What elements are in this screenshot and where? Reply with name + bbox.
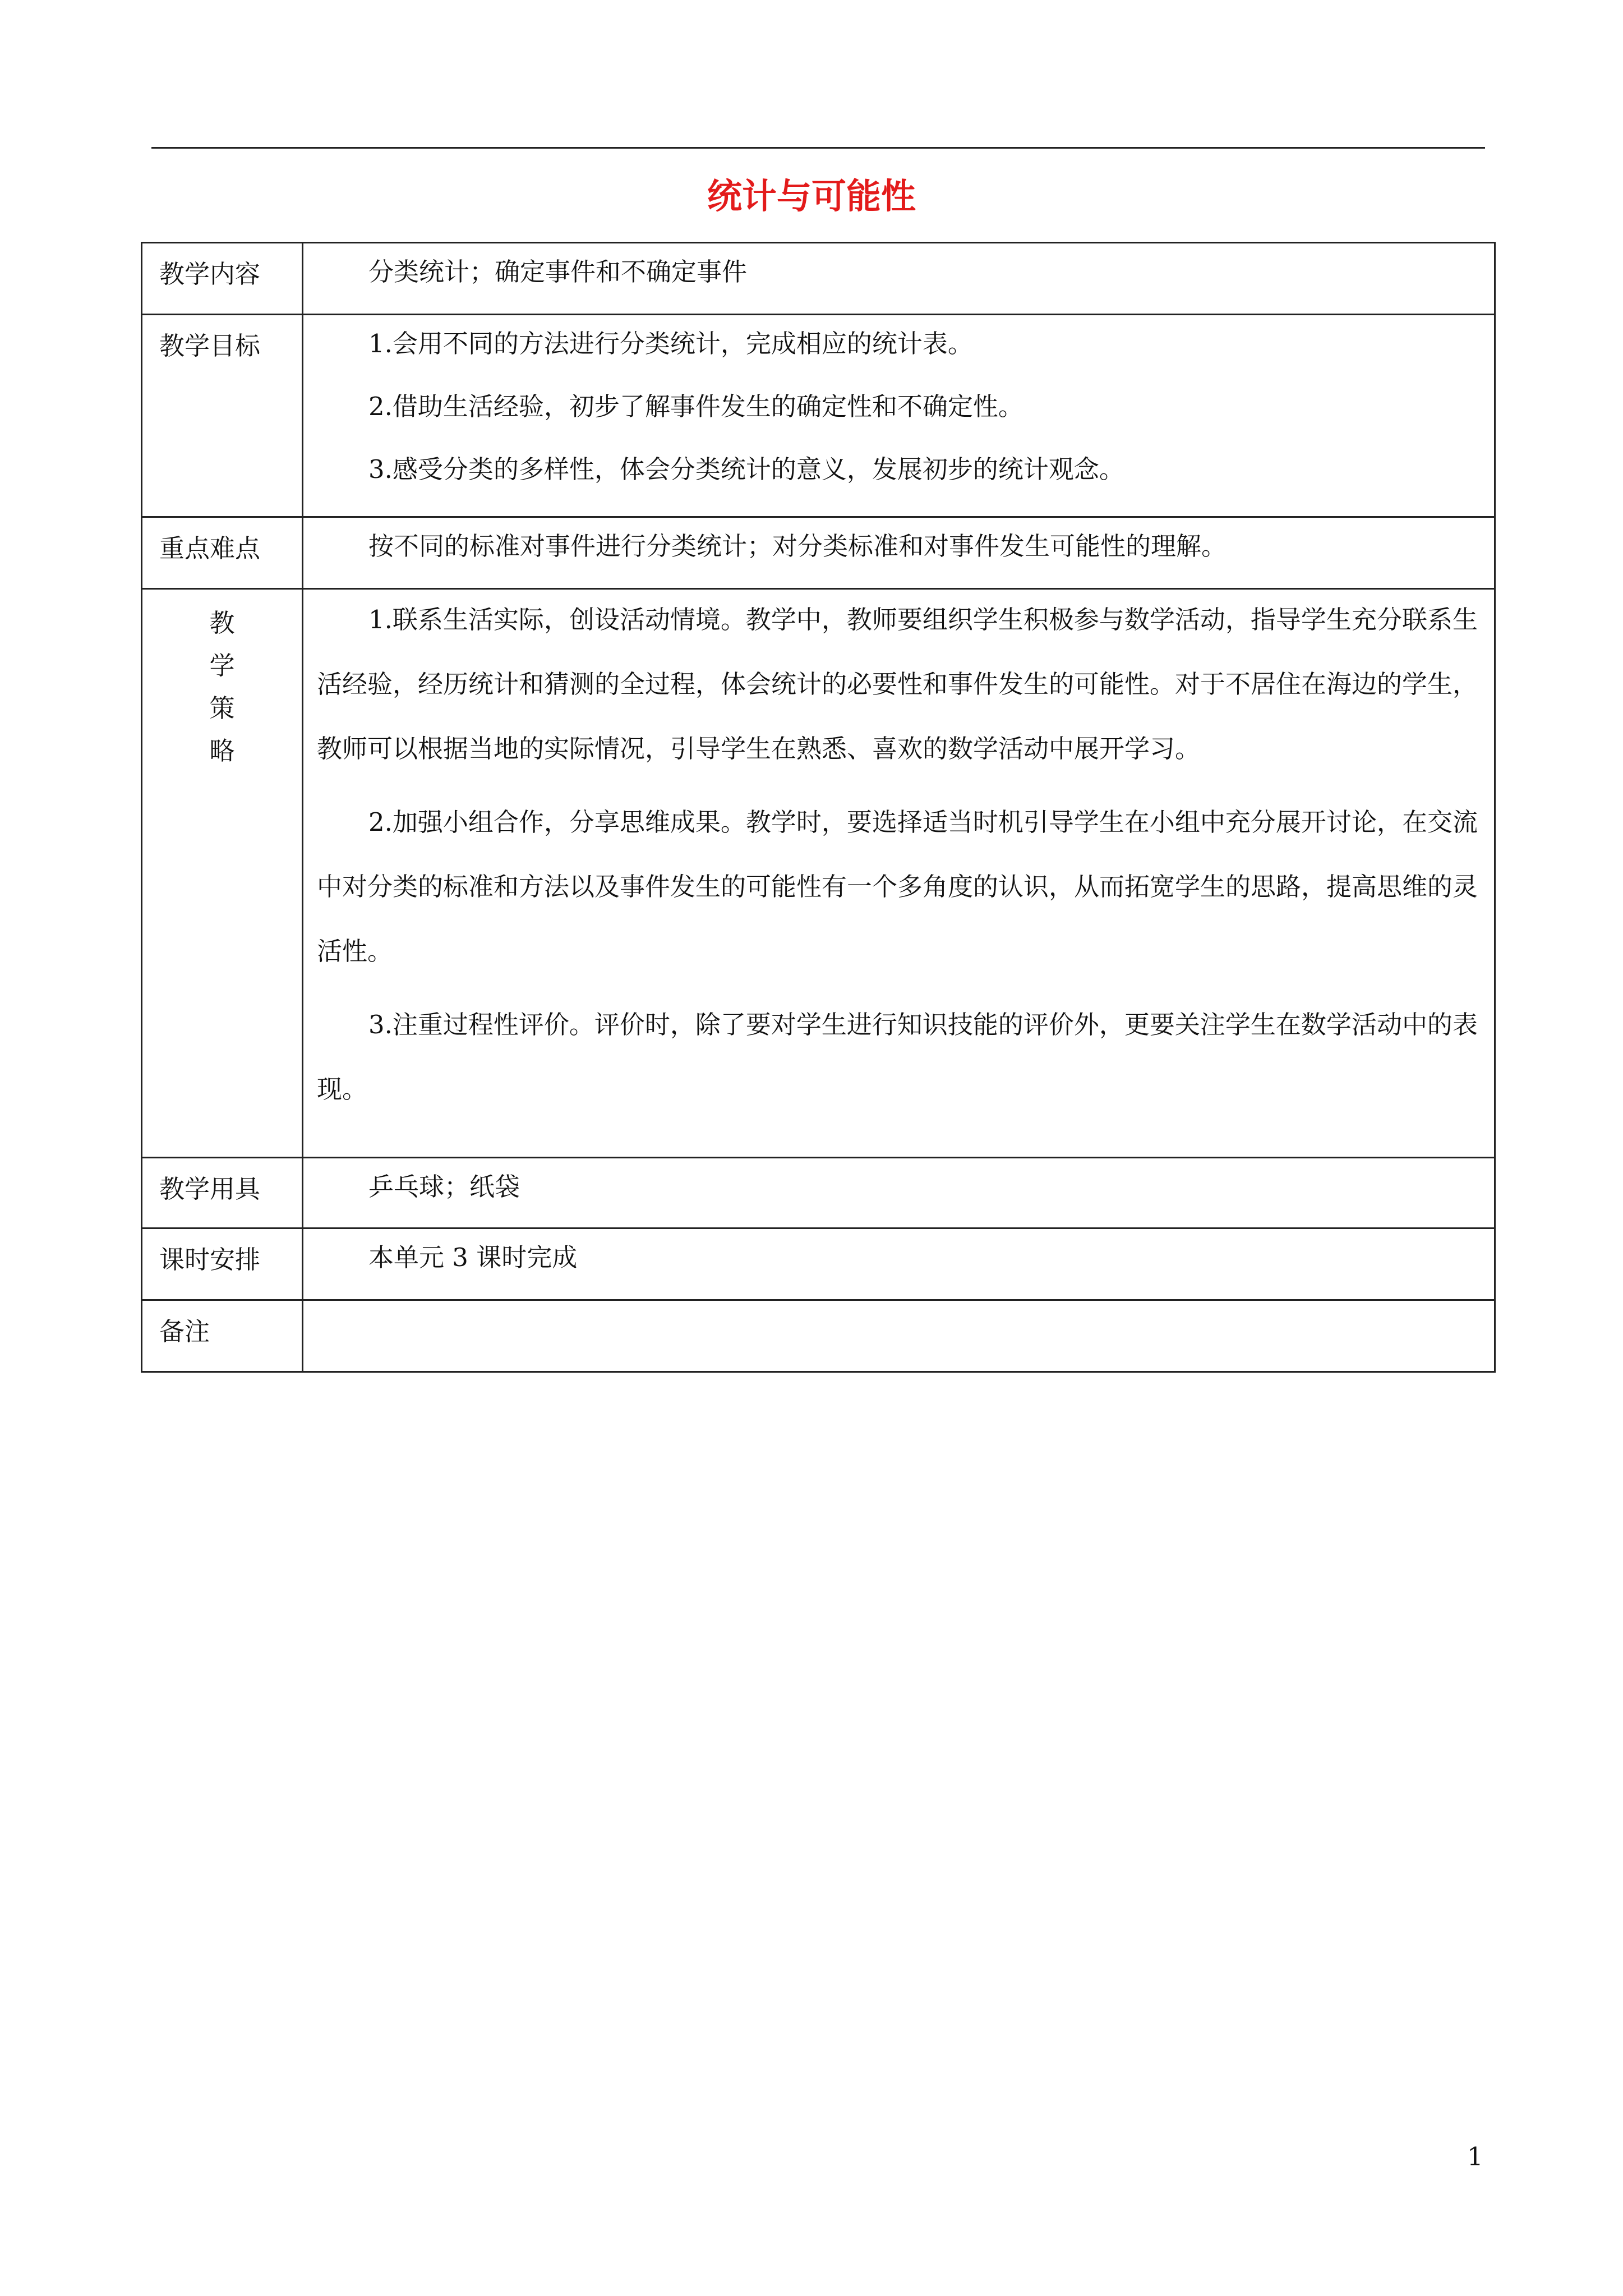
- focus-text: 按不同的标准对事件进行分类统计；对分类标准和对事件发生可能性的理解。: [368, 531, 1227, 561]
- header-rule: [151, 147, 1485, 149]
- row-label-content: 教学内容: [142, 243, 303, 315]
- page-number: 1: [1467, 2142, 1483, 2171]
- table-row-strategy: [142, 589, 1495, 1158]
- row-value-tools: [303, 1158, 1495, 1228]
- tools-text: 乒乓球；纸袋: [368, 1172, 520, 1202]
- row-label-goals: 教学目标: [142, 315, 303, 517]
- table-row-hours: [142, 1228, 1495, 1300]
- goal-item-2: 2.借助生活经验，初步了解事件发生的确定性和不确定性。: [368, 392, 1023, 421]
- table-row-content: [142, 243, 1495, 315]
- content-text: 分类统计；确定事件和不确定事件: [368, 257, 748, 287]
- row-value-hours: [303, 1228, 1495, 1300]
- row-value-content: [303, 243, 1495, 315]
- row-value-notes: [303, 1300, 1495, 1372]
- row-value-focus: [303, 517, 1495, 589]
- table-row-goals: [142, 315, 1495, 517]
- row-label-hours: 课时安排: [142, 1228, 303, 1300]
- strategy-label-char: 策: [209, 693, 235, 723]
- table-row-focus: [142, 517, 1495, 589]
- strategy-label-char: 略: [209, 736, 235, 766]
- goal-item-1: 1.会用不同的方法进行分类统计，完成相应的统计表。: [368, 329, 973, 358]
- row-label-notes: 备注: [142, 1300, 303, 1372]
- table-row-notes: [142, 1300, 1495, 1372]
- page-title: 统计与可能性: [707, 176, 916, 217]
- goal-item-3: 3.感受分类的多样性，体会分类统计的意义，发展初步的统计观念。: [368, 454, 1124, 484]
- table-row-tools: [142, 1158, 1495, 1228]
- row-value-strategy: [303, 589, 1495, 1158]
- row-label-strategy: [142, 589, 303, 1158]
- row-value-goals: [303, 315, 1495, 517]
- row-label-focus: 重点难点: [142, 517, 303, 589]
- row-label-tools: 教学用具: [142, 1158, 303, 1228]
- strategy-paragraph-2: 2.加强小组合作，分享思维成果。教学时，要选择适当时机引导学生在小组中充分展开讨论，在交流中对分类的标准和方法以及事件发生的可能性有一个多角度的认识，从而拓宽学生的思路，提高思维的灵活性。: [317, 807, 1478, 966]
- strategy-label-char: 学: [209, 651, 235, 680]
- lesson-plan-table: [141, 242, 1496, 1373]
- strategy-label-char: 教: [209, 608, 235, 638]
- strategy-paragraph-1: 1.联系生活实际，创设活动情境。教学中，教师要组织学生积极参与数学活动，指导学生充分联系生活经验，经历统计和猜测的全过程，体会统计的必要性和事件发生的可能性。对于不居住在海边的学生，教师可以根据当地的实际情况，引导学生在熟悉、喜欢的数学活动中展开学习。: [317, 605, 1478, 763]
- strategy-paragraph-3: 3.注重过程性评价。评价时，除了要对学生进行知识技能的评价外，更要关注学生在数学活动中的表现。: [317, 1010, 1478, 1104]
- hours-text: 本单元 3 课时完成: [368, 1243, 578, 1272]
